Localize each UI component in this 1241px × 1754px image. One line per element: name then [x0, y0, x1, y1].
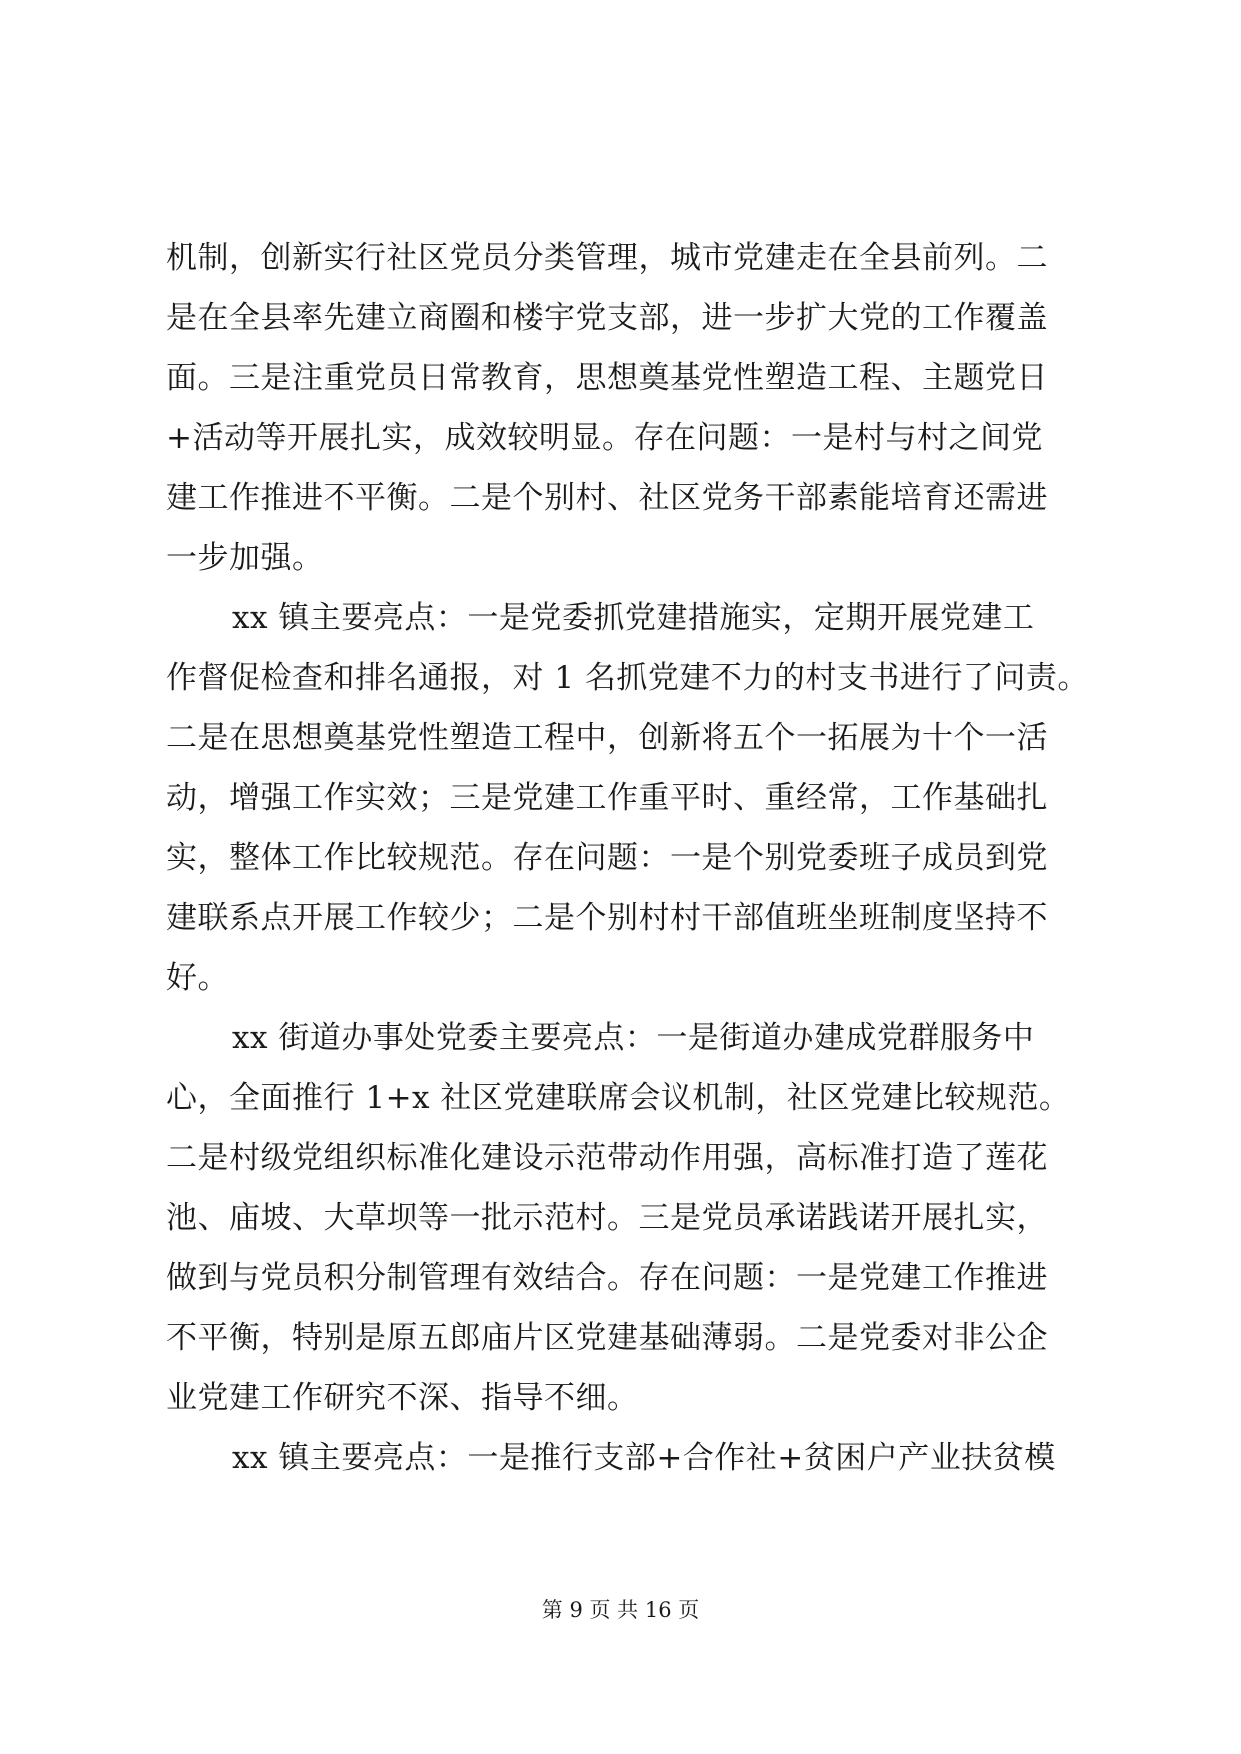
paragraph-first-line: xx 镇主要亮点：一是推行支部+合作社+贫困户产业扶贫模 [232, 1440, 1056, 1476]
text-line: 建工作推进不平衡。二是个别村、社区党务干部素能培育还需进 [166, 480, 1048, 516]
text-line: 作督促检查和排名通报，对 1 名抓党建不力的村支书进行了问责。 [166, 660, 1089, 696]
text-line: 心，全面推行 1+x 社区党建联席会议机制，社区党建比较规范。 [166, 1080, 1071, 1116]
text-line: 不平衡，特别是原五郎庙片区党建基础薄弱。二是党委对非公企 [166, 1320, 1048, 1356]
text-line: 实，整体工作比较规范。存在问题：一是个别党委班子成员到党 [166, 840, 1048, 876]
text-line: 做到与党员积分制管理有效结合。存在问题：一是党建工作推进 [166, 1260, 1048, 1296]
text-line: 业党建工作研究不深、指导不细。 [166, 1380, 639, 1416]
paragraph-first-line: xx 镇主要亮点：一是党委抓党建措施实，定期开展党建工 [232, 600, 1035, 636]
text-line: 面。三是注重党员日常教育，思想奠基党性塑造工程、主题党日 [166, 360, 1048, 396]
text-line: 一步加强。 [166, 540, 324, 576]
body-text [166, 228, 1089, 1488]
text-line: 是在全县率先建立商圈和楼宇党支部，进一步扩大党的工作覆盖 [166, 300, 1048, 336]
paragraph-first-line: xx 街道办事处党委主要亮点：一是街道办建成党群服务中 [232, 1020, 1035, 1056]
text-line: 二是村级党组织标准化建设示范带动作用强，高标准打造了莲花 [166, 1140, 1048, 1176]
text-line: 动，增强工作实效；三是党建工作重平时、重经常，工作基础扎 [166, 780, 1048, 816]
text-line: 建联系点开展工作较少；二是个别村村干部值班坐班制度坚持不 [166, 900, 1048, 936]
text-line: 二是在思想奠基党性塑造工程中，创新将五个一拓展为十个一活 [166, 720, 1048, 756]
text-line: 好。 [166, 960, 229, 996]
text-line: 池、庙坡、大草坝等一批示范村。三是党员承诺践诺开展扎实， [166, 1200, 1048, 1236]
text-line: +活动等开展扎实，成效较明显。存在问题：一是村与村之间党 [166, 420, 1043, 456]
text-line: 机制，创新实行社区党员分类管理，城市党建走在全县前列。二 [166, 240, 1048, 276]
page-number-footer: 第 9 页 共 16 页 [541, 1598, 700, 1622]
